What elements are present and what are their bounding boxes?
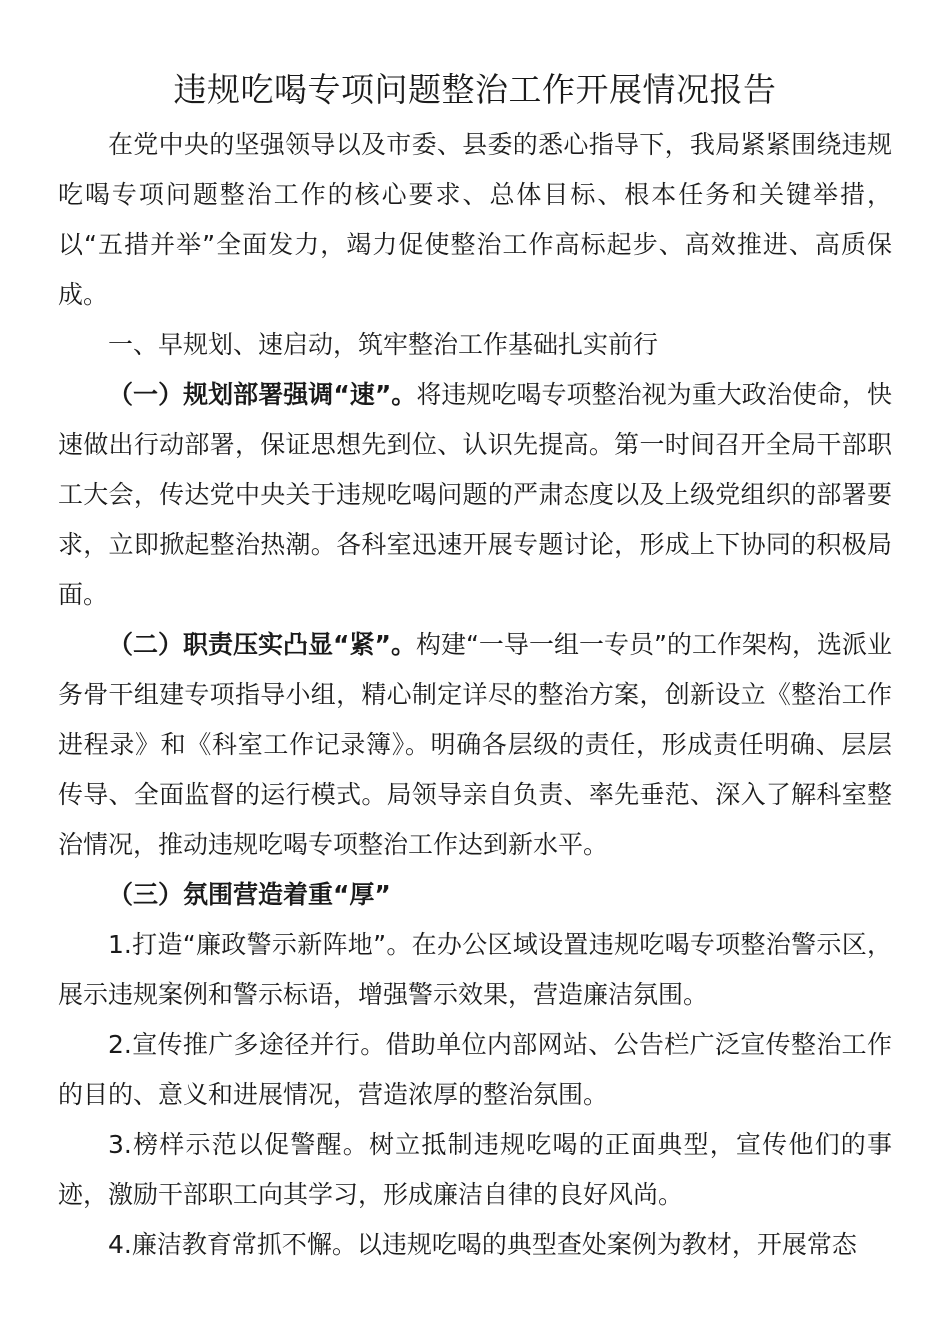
item-3-point-4: 4.廉洁教育常抓不懈。以违规吃喝的典型查处案例为教材，开展常态	[108, 1230, 857, 1259]
item-1-body: 将违规吃喝专项整治视为重大政治使命，快速做出行动部署，保证思想先到位、认识先提高。第一时间召开全局干部职工大会，传达党中央关于违规吃喝问题的严肃态度以及上级党组织的部署要求，立即掀起整治热潮。各科室迅速开展专题讨论，形成上下协同的积极局面。	[58, 380, 892, 609]
item-3-point-3: 3.榜样示范以促警醒。树立抵制违规吃喝的正面典型，宣传他们的事迹，激励干部职工向其学习，形成廉洁自律的良好风尚。	[58, 1130, 892, 1209]
item-3-point-2: 2.宣传推广多途径并行。借助单位内部网站、公告栏广泛宣传整治工作的目的、意义和进展情况，营造浓厚的整治氛围。	[58, 1030, 892, 1109]
item-3-point-1: 1.打造“廉政警示新阵地”。在办公区域设置违规吃喝专项整治警示区，展示违规案例和警示标语，增强警示效果，营造廉洁氛围。	[58, 930, 892, 1009]
item-2-lead: （二）职责压实凸显“紧”。	[108, 630, 416, 659]
section-heading-1: 一、早规划、速启动，筑牢整治工作基础扎实前行	[108, 330, 659, 359]
document-title: 违规吃喝专项问题整治工作开展情况报告	[173, 70, 777, 109]
item-1-lead: （一）规划部署强调“速”。	[108, 380, 417, 409]
section-1-item-1	[58, 370, 892, 620]
section-1-item-2	[58, 620, 892, 870]
section-1-item-3-heading: （三）氛围营造着重“厚”	[108, 880, 391, 909]
item-2-body: 构建“一导一组一专员”的工作架构，选派业务骨干组建专项指导小组，精心制定详尽的整治方案，创新设立《整治工作进程录》和《科室工作记录簿》。明确各层级的责任，形成责任明确、层层传导、全面监督的运行模式。局领导亲自负责、率先垂范、深入了解科室整治情况，推动违规吃喝专项整治工作达到新水平。	[58, 630, 892, 859]
intro-paragraph: 在党中央的坚强领导以及市委、县委的悉心指导下，我局紧紧围绕违规吃喝专项问题整治工作的核心要求、总体目标、根本任务和关键举措，以“五措并举”全面发力，竭力促使整治工作高标起步、高效推进、高质保成。	[58, 130, 892, 309]
